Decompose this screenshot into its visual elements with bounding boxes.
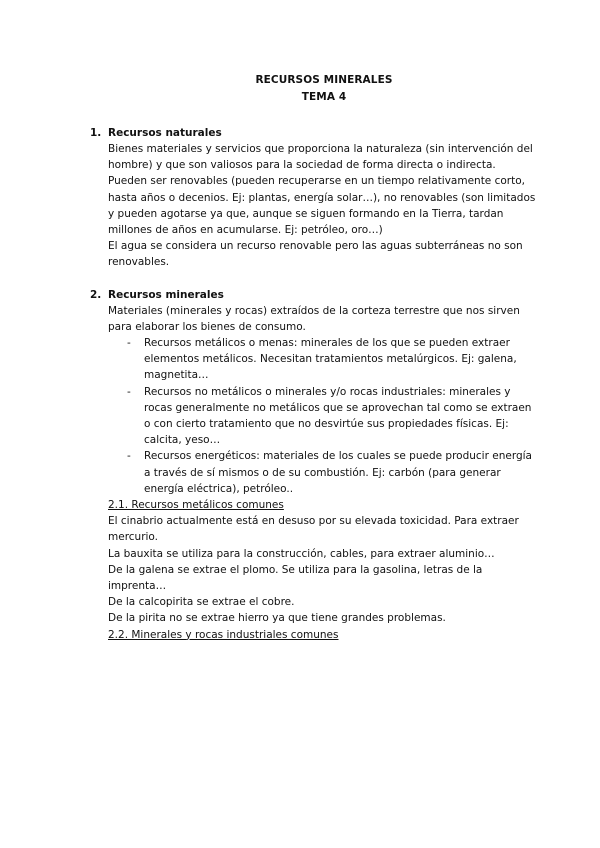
section-recursos-minerales bbox=[90, 287, 540, 643]
list-item-text: Recursos no metálicos o minerales y/o rocas industriales: minerales y rocas generalmente no metálicos que se aprovechan tal como se extraen o con cierto tratamiento que no desvirtúe sus propiedades físicas. Ej: calcita, yeso… bbox=[144, 385, 532, 447]
list-item bbox=[108, 448, 540, 497]
paragraph: De la pirita no se extrae hierro ya que tiene grandes problemas. bbox=[108, 612, 446, 625]
subsection-heading: 2.2. Minerales y rocas industriales comunes bbox=[108, 628, 339, 641]
paragraph: Bienes materiales y servicios que proporciona la naturaleza (sin intervención del hombre) y que son valiosos para la sociedad de forma directa o indirecta. bbox=[108, 143, 533, 172]
section-body bbox=[108, 303, 540, 643]
paragraph: El agua se considera un recurso renovable pero las aguas subterráneas no son renovables. bbox=[108, 240, 523, 269]
paragraph: De la calcopirita se extrae el cobre. bbox=[108, 596, 295, 609]
section-number: 2. bbox=[90, 288, 102, 301]
dash-bullet: - bbox=[127, 337, 131, 350]
section-number: 1. bbox=[90, 127, 102, 139]
paragraph: Pueden ser renovables (pueden recuperarse en un tiempo relativamente corto, hasta años o decenios. Ej: plantas, energía solar…), no renovables (son limitados y pueden agotarse ya que, aunque se siguen formando en la Tierra, tardan millones de años en acumularse. Ej: petróleo, oro…) bbox=[108, 175, 536, 237]
list-item-text: Recursos metálicos o menas: minerales de los que se pueden extraer elementos metálicos. Necesitan tratamientos metalúrgicos. Ej: galena, magnetita… bbox=[144, 337, 517, 382]
section-heading bbox=[90, 125, 540, 141]
subsection-heading: 2.1. Recursos metálicos comunes bbox=[108, 499, 284, 512]
section-heading bbox=[90, 287, 540, 303]
list-item-text: Recursos energéticos: materiales de los cuales se puede producir energía a través de sí mismos o de su combustión. Ej: carbón (para generar energía eléctrica), petróleo.. bbox=[144, 450, 532, 495]
dash-bullet: - bbox=[127, 450, 131, 463]
list-item bbox=[108, 335, 540, 384]
list-item bbox=[108, 384, 540, 449]
section-title: Recursos naturales bbox=[108, 127, 222, 139]
title-line-1: RECURSOS MINERALES bbox=[255, 74, 393, 86]
paragraph: De la galena se extrae el plomo. Se utiliza para la gasolina, letras de la imprenta… bbox=[108, 563, 483, 593]
dash-bullet: - bbox=[127, 385, 131, 398]
section-recursos-naturales bbox=[90, 125, 540, 271]
section-title: Recursos minerales bbox=[108, 288, 224, 301]
paragraph: El cinabrio actualmente está en desuso por su elevada toxicidad. Para extraer mercurio. bbox=[108, 515, 519, 544]
dash-list bbox=[108, 335, 540, 497]
paragraph: La bauxita se utiliza para la construcción, cables, para extraer aluminio… bbox=[108, 547, 495, 560]
paragraph: Materiales (minerales y rocas) extraídos de la corteza terrestre que nos sirven para elaborar los bienes de consumo. bbox=[108, 304, 520, 333]
document-title bbox=[108, 72, 540, 106]
section-body bbox=[108, 141, 540, 271]
title-line-2: TEMA 4 bbox=[301, 91, 347, 103]
